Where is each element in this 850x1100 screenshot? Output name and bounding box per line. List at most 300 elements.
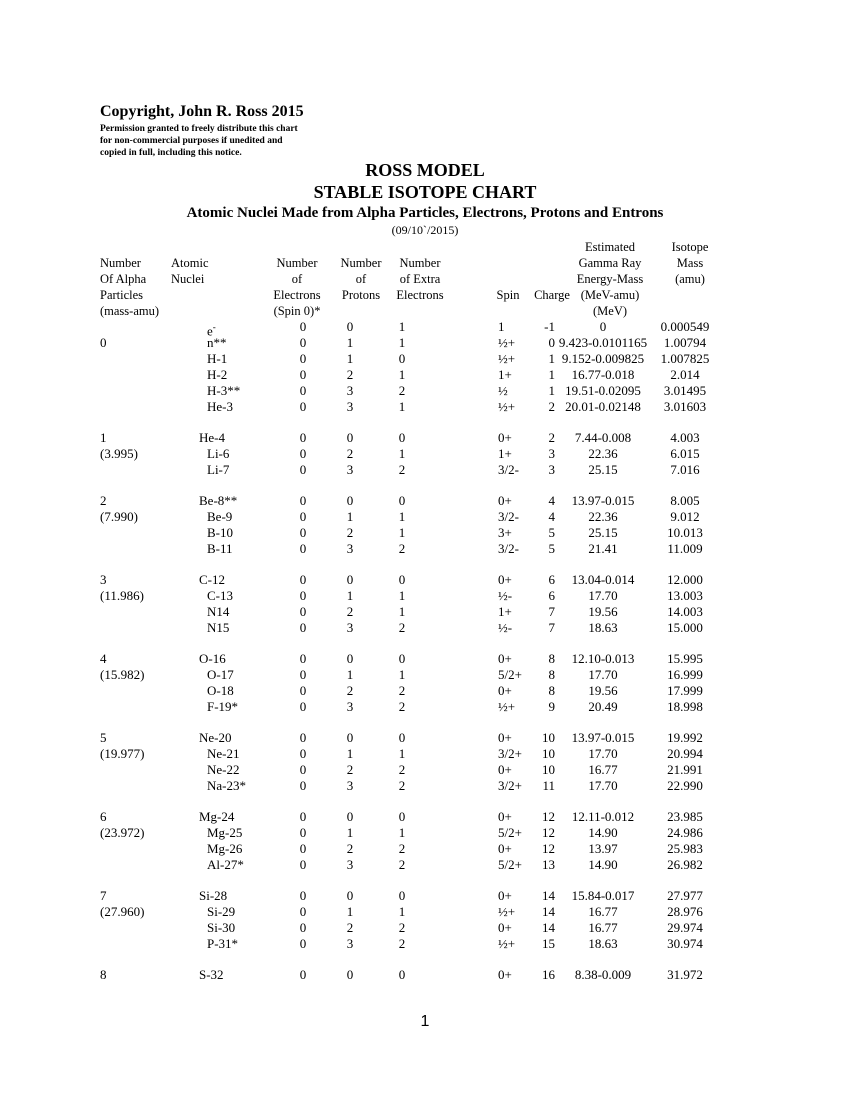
extra-electron-count: 0 <box>398 572 406 587</box>
gamma-energy: 22.36 <box>588 446 618 461</box>
extra-electron-count: 1 <box>398 446 406 461</box>
header-gamma: (MeV) <box>592 304 628 318</box>
spin-value: 1+ <box>498 367 512 382</box>
charge-value: 0 <box>548 335 555 350</box>
spin-value: 3/2- <box>498 541 519 556</box>
extra-electron-count: 2 <box>398 857 406 872</box>
proton-count: 1 <box>346 667 354 682</box>
proton-count: 3 <box>346 699 354 714</box>
isotope-mass: 29.974 <box>667 920 703 935</box>
spin-value: 0+ <box>498 572 512 587</box>
extra-electron-count: 2 <box>398 936 406 951</box>
proton-count: 3 <box>346 462 354 477</box>
spin-value: 0+ <box>498 683 512 698</box>
extra-electron-count: 1 <box>398 904 406 919</box>
header-nuclei: Nuclei <box>171 272 205 286</box>
proton-count: 0 <box>346 493 354 508</box>
electron-count: 0 <box>299 699 307 714</box>
isotope-mass: 27.977 <box>667 888 703 903</box>
proton-count: 1 <box>346 509 354 524</box>
proton-count: 0 <box>346 430 354 445</box>
spin-value: 0+ <box>498 888 512 903</box>
spin-value: ½ <box>498 383 508 398</box>
isotope-mass: 23.985 <box>667 809 703 824</box>
charge-value: 10 <box>542 730 555 745</box>
gamma-energy: 13.97 <box>588 841 618 856</box>
alpha-count: (3.995) <box>100 446 138 461</box>
charge-value: 13 <box>542 857 555 872</box>
electron-count: 0 <box>299 493 307 508</box>
isotope-mass: 3.01603 <box>663 399 707 414</box>
proton-count: 0 <box>346 572 354 587</box>
isotope-mass: 1.00794 <box>663 335 707 350</box>
nucleus-name: O-17 <box>207 667 234 682</box>
electron-count: 0 <box>299 319 307 334</box>
spin-value: ½+ <box>498 904 516 919</box>
electron-count: 0 <box>299 857 307 872</box>
extra-electron-count: 1 <box>398 746 406 761</box>
proton-count: 0 <box>346 730 354 745</box>
nucleus-name: H-3** <box>207 383 241 398</box>
gamma-energy: 19.51-0.02095 <box>565 383 641 398</box>
charge-value: 3 <box>548 462 555 477</box>
extra-electron-count: 1 <box>398 319 406 334</box>
nucleus-name: C-13 <box>207 588 233 603</box>
proton-count: 2 <box>346 920 354 935</box>
date-line: (09/10`/2015) <box>391 223 459 237</box>
proton-count: 1 <box>346 746 354 761</box>
electron-count: 0 <box>299 399 307 414</box>
alpha-count: 0 <box>100 335 107 350</box>
charge-value: 4 <box>548 493 555 508</box>
extra-electron-count: 1 <box>398 825 406 840</box>
header-alpha: Number <box>100 256 141 270</box>
isotope-mass: 21.991 <box>667 762 703 777</box>
charge-value: 1 <box>548 383 555 398</box>
nucleus-name: Si-28 <box>199 888 228 903</box>
gamma-energy: 18.63 <box>588 620 618 635</box>
gamma-energy: 17.70 <box>588 667 618 682</box>
extra-electron-count: 1 <box>398 667 406 682</box>
proton-count: 1 <box>346 588 354 603</box>
header-protons: of <box>355 272 367 286</box>
spin-value: 0+ <box>498 651 512 666</box>
isotope-mass: 16.999 <box>667 667 703 682</box>
gamma-energy: 12.10-0.013 <box>571 651 635 666</box>
alpha-count: 3 <box>100 572 107 587</box>
alpha-count: (7.990) <box>100 509 138 524</box>
charge-value: 6 <box>548 588 555 603</box>
isotope-mass: 31.972 <box>667 967 703 982</box>
electron-count: 0 <box>299 525 307 540</box>
isotope-mass: 22.990 <box>667 778 703 793</box>
extra-electron-count: 0 <box>398 651 406 666</box>
nucleus-name: B-11 <box>207 541 233 556</box>
notice-line: Permission granted to freely distribute this chart <box>100 124 298 134</box>
gamma-energy: 16.77 <box>588 762 618 777</box>
charge-value: 14 <box>542 920 555 935</box>
alpha-count: (19.977) <box>100 746 145 761</box>
gamma-energy: 25.15 <box>588 462 618 477</box>
isotope-mass: 11.009 <box>667 541 703 556</box>
gamma-energy: 14.90 <box>588 857 618 872</box>
spin-value: 3/2- <box>498 462 519 477</box>
spin-value: 0+ <box>498 730 512 745</box>
isotope-mass: 24.986 <box>667 825 703 840</box>
charge-value: 4 <box>548 509 555 524</box>
extra-electron-count: 2 <box>398 920 406 935</box>
alpha-count: (11.986) <box>100 588 144 603</box>
nucleus-name: Mg-26 <box>207 841 243 856</box>
spin-value: ½- <box>498 620 513 635</box>
electron-count: 0 <box>299 541 307 556</box>
gamma-energy: 0 <box>599 319 607 334</box>
proton-count: 3 <box>346 936 354 951</box>
nucleus-name: S-32 <box>199 967 224 982</box>
charge-value: 9 <box>548 699 555 714</box>
nucleus-name: He-4 <box>199 430 225 445</box>
nucleus-name: n** <box>207 335 227 350</box>
nucleus-name: N14 <box>207 604 230 619</box>
proton-count: 2 <box>346 604 354 619</box>
spin-value: 1 <box>498 319 505 334</box>
extra-electron-count: 2 <box>398 762 406 777</box>
charge-value: 15 <box>542 936 555 951</box>
proton-count: 3 <box>346 620 354 635</box>
electron-count: 0 <box>299 446 307 461</box>
header-charge: Charge <box>534 288 570 302</box>
header-extra: Electrons <box>396 288 444 302</box>
electron-count: 0 <box>299 746 307 761</box>
nucleus-name: O-16 <box>199 651 226 666</box>
gamma-energy: 16.77 <box>588 904 618 919</box>
charge-value: 11 <box>542 778 555 793</box>
alpha-count: 4 <box>100 651 107 666</box>
spin-value: 1+ <box>498 446 512 461</box>
charge-value: 14 <box>542 904 555 919</box>
nucleus-name: Ne-22 <box>207 762 240 777</box>
extra-electron-count: 2 <box>398 778 406 793</box>
extra-electron-count: 2 <box>398 683 406 698</box>
spin-value: 1+ <box>498 604 512 619</box>
extra-electron-count: 0 <box>398 967 406 982</box>
isotope-mass: 10.013 <box>667 525 703 540</box>
nucleus-name: O-18 <box>207 683 234 698</box>
proton-count: 3 <box>346 399 354 414</box>
title-line-2: STABLE ISOTOPE CHART <box>313 182 537 202</box>
isotope-mass: 28.976 <box>667 904 703 919</box>
charge-value: 2 <box>548 430 555 445</box>
nucleus-name: H-1 <box>207 351 228 366</box>
gamma-energy: 19.56 <box>588 604 618 619</box>
extra-electron-count: 1 <box>398 335 406 350</box>
electron-count: 0 <box>299 762 307 777</box>
charge-value: 10 <box>542 762 555 777</box>
nucleus-name: H-2 <box>207 367 228 382</box>
charge-value: -1 <box>544 319 555 334</box>
electron-count: 0 <box>299 620 307 635</box>
electron-count: 0 <box>299 335 307 350</box>
proton-count: 3 <box>346 383 354 398</box>
electron-count: 0 <box>299 778 307 793</box>
nucleus-name: Na-23* <box>207 778 246 793</box>
gamma-energy: 17.70 <box>588 588 618 603</box>
electron-count: 0 <box>299 683 307 698</box>
header-spin: Spin <box>496 288 520 302</box>
gamma-energy: 25.15 <box>588 525 618 540</box>
isotope-mass: 7.016 <box>670 462 700 477</box>
gamma-energy: 8.38-0.009 <box>574 967 632 982</box>
gamma-energy: 20.01-0.02148 <box>565 399 641 414</box>
isotope-mass: 1.007825 <box>660 351 710 366</box>
gamma-energy: 7.44-0.008 <box>574 430 632 445</box>
charge-value: 8 <box>548 667 555 682</box>
charge-value: 12 <box>542 825 555 840</box>
copyright-line: Copyright, John R. Ross 2015 <box>100 103 304 120</box>
extra-electron-count: 0 <box>398 809 406 824</box>
proton-count: 2 <box>346 683 354 698</box>
charge-value: 6 <box>548 572 555 587</box>
charge-value: 1 <box>548 367 555 382</box>
proton-count: 3 <box>346 541 354 556</box>
proton-count: 0 <box>346 967 354 982</box>
alpha-count: 8 <box>100 967 107 982</box>
extra-electron-count: 1 <box>398 367 406 382</box>
header-mass: Isotope <box>671 240 709 254</box>
gamma-energy: 17.70 <box>588 746 618 761</box>
nucleus-name: Mg-25 <box>207 825 243 840</box>
charge-value: 10 <box>542 746 555 761</box>
spin-value: 0+ <box>498 841 512 856</box>
proton-count: 1 <box>346 335 354 350</box>
spin-value: 3/2- <box>498 509 519 524</box>
nucleus-name: F-19* <box>207 699 239 714</box>
spin-value: 0+ <box>498 430 512 445</box>
alpha-count: (27.960) <box>100 904 145 919</box>
spin-value: ½+ <box>498 351 516 366</box>
charge-value: 1 <box>548 351 555 366</box>
nucleus-name: Li-6 <box>207 446 230 461</box>
isotope-mass: 15.995 <box>667 651 703 666</box>
isotope-mass: 15.000 <box>667 620 703 635</box>
gamma-energy: 13.97-0.015 <box>571 730 635 745</box>
extra-electron-count: 1 <box>398 525 406 540</box>
proton-count: 1 <box>346 825 354 840</box>
header-gamma: Estimated <box>585 240 635 254</box>
proton-count: 3 <box>346 857 354 872</box>
proton-count: 1 <box>346 351 354 366</box>
nucleus-name: Be-8** <box>199 493 238 508</box>
gamma-energy: 16.77 <box>588 920 618 935</box>
electron-count: 0 <box>299 604 307 619</box>
page-number: 1 <box>420 1013 430 1030</box>
electron-count: 0 <box>299 651 307 666</box>
isotope-mass: 13.003 <box>667 588 703 603</box>
isotope-mass: 18.998 <box>667 699 703 714</box>
proton-count: 2 <box>346 525 354 540</box>
extra-electron-count: 2 <box>398 841 406 856</box>
nucleus-name: Mg-24 <box>199 809 235 824</box>
isotope-mass: 9.012 <box>670 509 700 524</box>
nucleus-name: Al-27* <box>207 857 244 872</box>
header-mass: Mass <box>676 256 704 270</box>
gamma-energy: 16.77-0.018 <box>571 367 635 382</box>
header-electrons: Number <box>276 256 318 270</box>
proton-count: 3 <box>346 778 354 793</box>
spin-value: 0+ <box>498 809 512 824</box>
proton-count: 0 <box>346 809 354 824</box>
alpha-count: 5 <box>100 730 107 745</box>
isotope-mass: 26.982 <box>667 857 703 872</box>
spin-value: 3+ <box>498 525 512 540</box>
extra-electron-count: 0 <box>398 730 406 745</box>
spin-value: 0+ <box>498 920 512 935</box>
alpha-count: (23.972) <box>100 825 145 840</box>
spin-value: 5/2+ <box>498 825 522 840</box>
proton-count: 2 <box>346 762 354 777</box>
extra-electron-count: 2 <box>398 699 406 714</box>
spin-value: 0+ <box>498 493 512 508</box>
electron-count: 0 <box>299 430 307 445</box>
electron-count: 0 <box>299 809 307 824</box>
gamma-energy: 18.63 <box>588 936 618 951</box>
gamma-energy: 19.56 <box>588 683 618 698</box>
extra-electron-count: 1 <box>398 399 406 414</box>
subtitle: Atomic Nuclei Made from Alpha Particles, Electrons, Protons and Entrons <box>186 205 664 221</box>
header-extra: of Extra <box>399 272 441 286</box>
nucleus-name: He-3 <box>207 399 233 414</box>
isotope-mass: 8.005 <box>670 493 700 508</box>
header-electrons: (Spin 0)* <box>273 304 321 318</box>
charge-value: 14 <box>542 888 555 903</box>
spin-value: ½+ <box>498 399 516 414</box>
electron-count: 0 <box>299 904 307 919</box>
electron-count: 0 <box>299 841 307 856</box>
electron-count: 0 <box>299 383 307 398</box>
gamma-energy: 9.152-0.009825 <box>561 351 645 366</box>
nucleus-name: Be-9 <box>207 509 233 524</box>
nucleus-name: N15 <box>207 620 230 635</box>
alpha-count: (15.982) <box>100 667 145 682</box>
header-mass: (amu) <box>675 272 705 286</box>
gamma-energy: 9.423-0.0101165 <box>558 335 648 350</box>
header-gamma: Gamma Ray <box>578 256 642 270</box>
charge-value: 3 <box>548 446 555 461</box>
spin-value: 3/2+ <box>498 746 522 761</box>
extra-electron-count: 2 <box>398 620 406 635</box>
nucleus-name: P-31* <box>207 936 239 951</box>
isotope-mass: 20.994 <box>667 746 703 761</box>
spin-value: ½+ <box>498 335 516 350</box>
alpha-count: 7 <box>100 888 107 903</box>
electron-count: 0 <box>299 351 307 366</box>
gamma-energy: 22.36 <box>588 509 618 524</box>
title-line-1: ROSS MODEL <box>365 160 485 180</box>
alpha-count: 1 <box>100 430 107 445</box>
proton-count: 2 <box>346 367 354 382</box>
isotope-mass: 14.003 <box>667 604 703 619</box>
electron-count: 0 <box>299 920 307 935</box>
electron-count: 0 <box>299 967 307 982</box>
extra-electron-count: 0 <box>398 888 406 903</box>
extra-electron-count: 0 <box>398 493 406 508</box>
nucleus-name: Ne-21 <box>207 746 240 761</box>
nucleus-name: C-12 <box>199 572 225 587</box>
header-electrons: Electrons <box>273 288 321 302</box>
electron-count: 0 <box>299 730 307 745</box>
charge-value: 5 <box>548 541 555 556</box>
isotope-mass: 2.014 <box>670 367 700 382</box>
gamma-energy: 12.11-0.012 <box>571 809 635 824</box>
proton-count: 0 <box>346 651 354 666</box>
electron-count: 0 <box>299 367 307 382</box>
nucleus-name: Si-30 <box>207 920 236 935</box>
gamma-energy: 21.41 <box>588 541 618 556</box>
gamma-energy: 15.84-0.017 <box>571 888 635 903</box>
header-extra: Number <box>399 256 441 270</box>
extra-electron-count: 2 <box>398 541 406 556</box>
gamma-energy: 20.49 <box>588 699 618 714</box>
gamma-energy: 13.04-0.014 <box>571 572 635 587</box>
gamma-energy: 17.70 <box>588 778 618 793</box>
isotope-mass: 3.01495 <box>663 383 707 398</box>
gamma-energy: 13.97-0.015 <box>571 493 635 508</box>
alpha-count: 6 <box>100 809 107 824</box>
extra-electron-count: 0 <box>398 430 406 445</box>
extra-electron-count: 1 <box>398 588 406 603</box>
spin-value: 0+ <box>498 967 512 982</box>
extra-electron-count: 0 <box>398 351 406 366</box>
charge-value: 12 <box>542 809 555 824</box>
extra-electron-count: 1 <box>398 509 406 524</box>
isotope-mass: 25.983 <box>667 841 703 856</box>
gamma-energy: 14.90 <box>588 825 618 840</box>
electron-count: 0 <box>299 572 307 587</box>
header-protons: Number <box>340 256 382 270</box>
proton-count: 1 <box>346 904 354 919</box>
header-nuclei: Atomic <box>171 256 209 270</box>
nucleus-name: e- <box>207 322 216 339</box>
notice-line: copied in full, including this notice. <box>100 148 242 158</box>
nucleus-name: B-10 <box>207 525 233 540</box>
isotope-mass: 0.000549 <box>660 319 710 334</box>
header-alpha: (mass-amu) <box>100 304 160 318</box>
header-gamma: (MeV-amu) <box>580 288 640 302</box>
electron-count: 0 <box>299 509 307 524</box>
isotope-mass: 12.000 <box>667 572 703 587</box>
proton-count: 2 <box>346 446 354 461</box>
proton-count: 0 <box>346 319 354 334</box>
spin-value: ½- <box>498 588 513 603</box>
extra-electron-count: 2 <box>398 383 406 398</box>
charge-value: 5 <box>548 525 555 540</box>
electron-count: 0 <box>299 462 307 477</box>
spin-value: ½+ <box>498 936 516 951</box>
charge-value: 2 <box>548 399 555 414</box>
charge-value: 8 <box>548 683 555 698</box>
charge-value: 8 <box>548 651 555 666</box>
isotope-mass: 17.999 <box>667 683 703 698</box>
charge-value: 12 <box>542 841 555 856</box>
spin-value: 3/2+ <box>498 778 522 793</box>
charge-value: 7 <box>548 620 555 635</box>
isotope-mass: 4.003 <box>670 430 700 445</box>
nucleus-name: Li-7 <box>207 462 230 477</box>
spin-value: 0+ <box>498 762 512 777</box>
electron-count: 0 <box>299 825 307 840</box>
electron-count: 0 <box>299 588 307 603</box>
isotope-mass: 30.974 <box>667 936 703 951</box>
